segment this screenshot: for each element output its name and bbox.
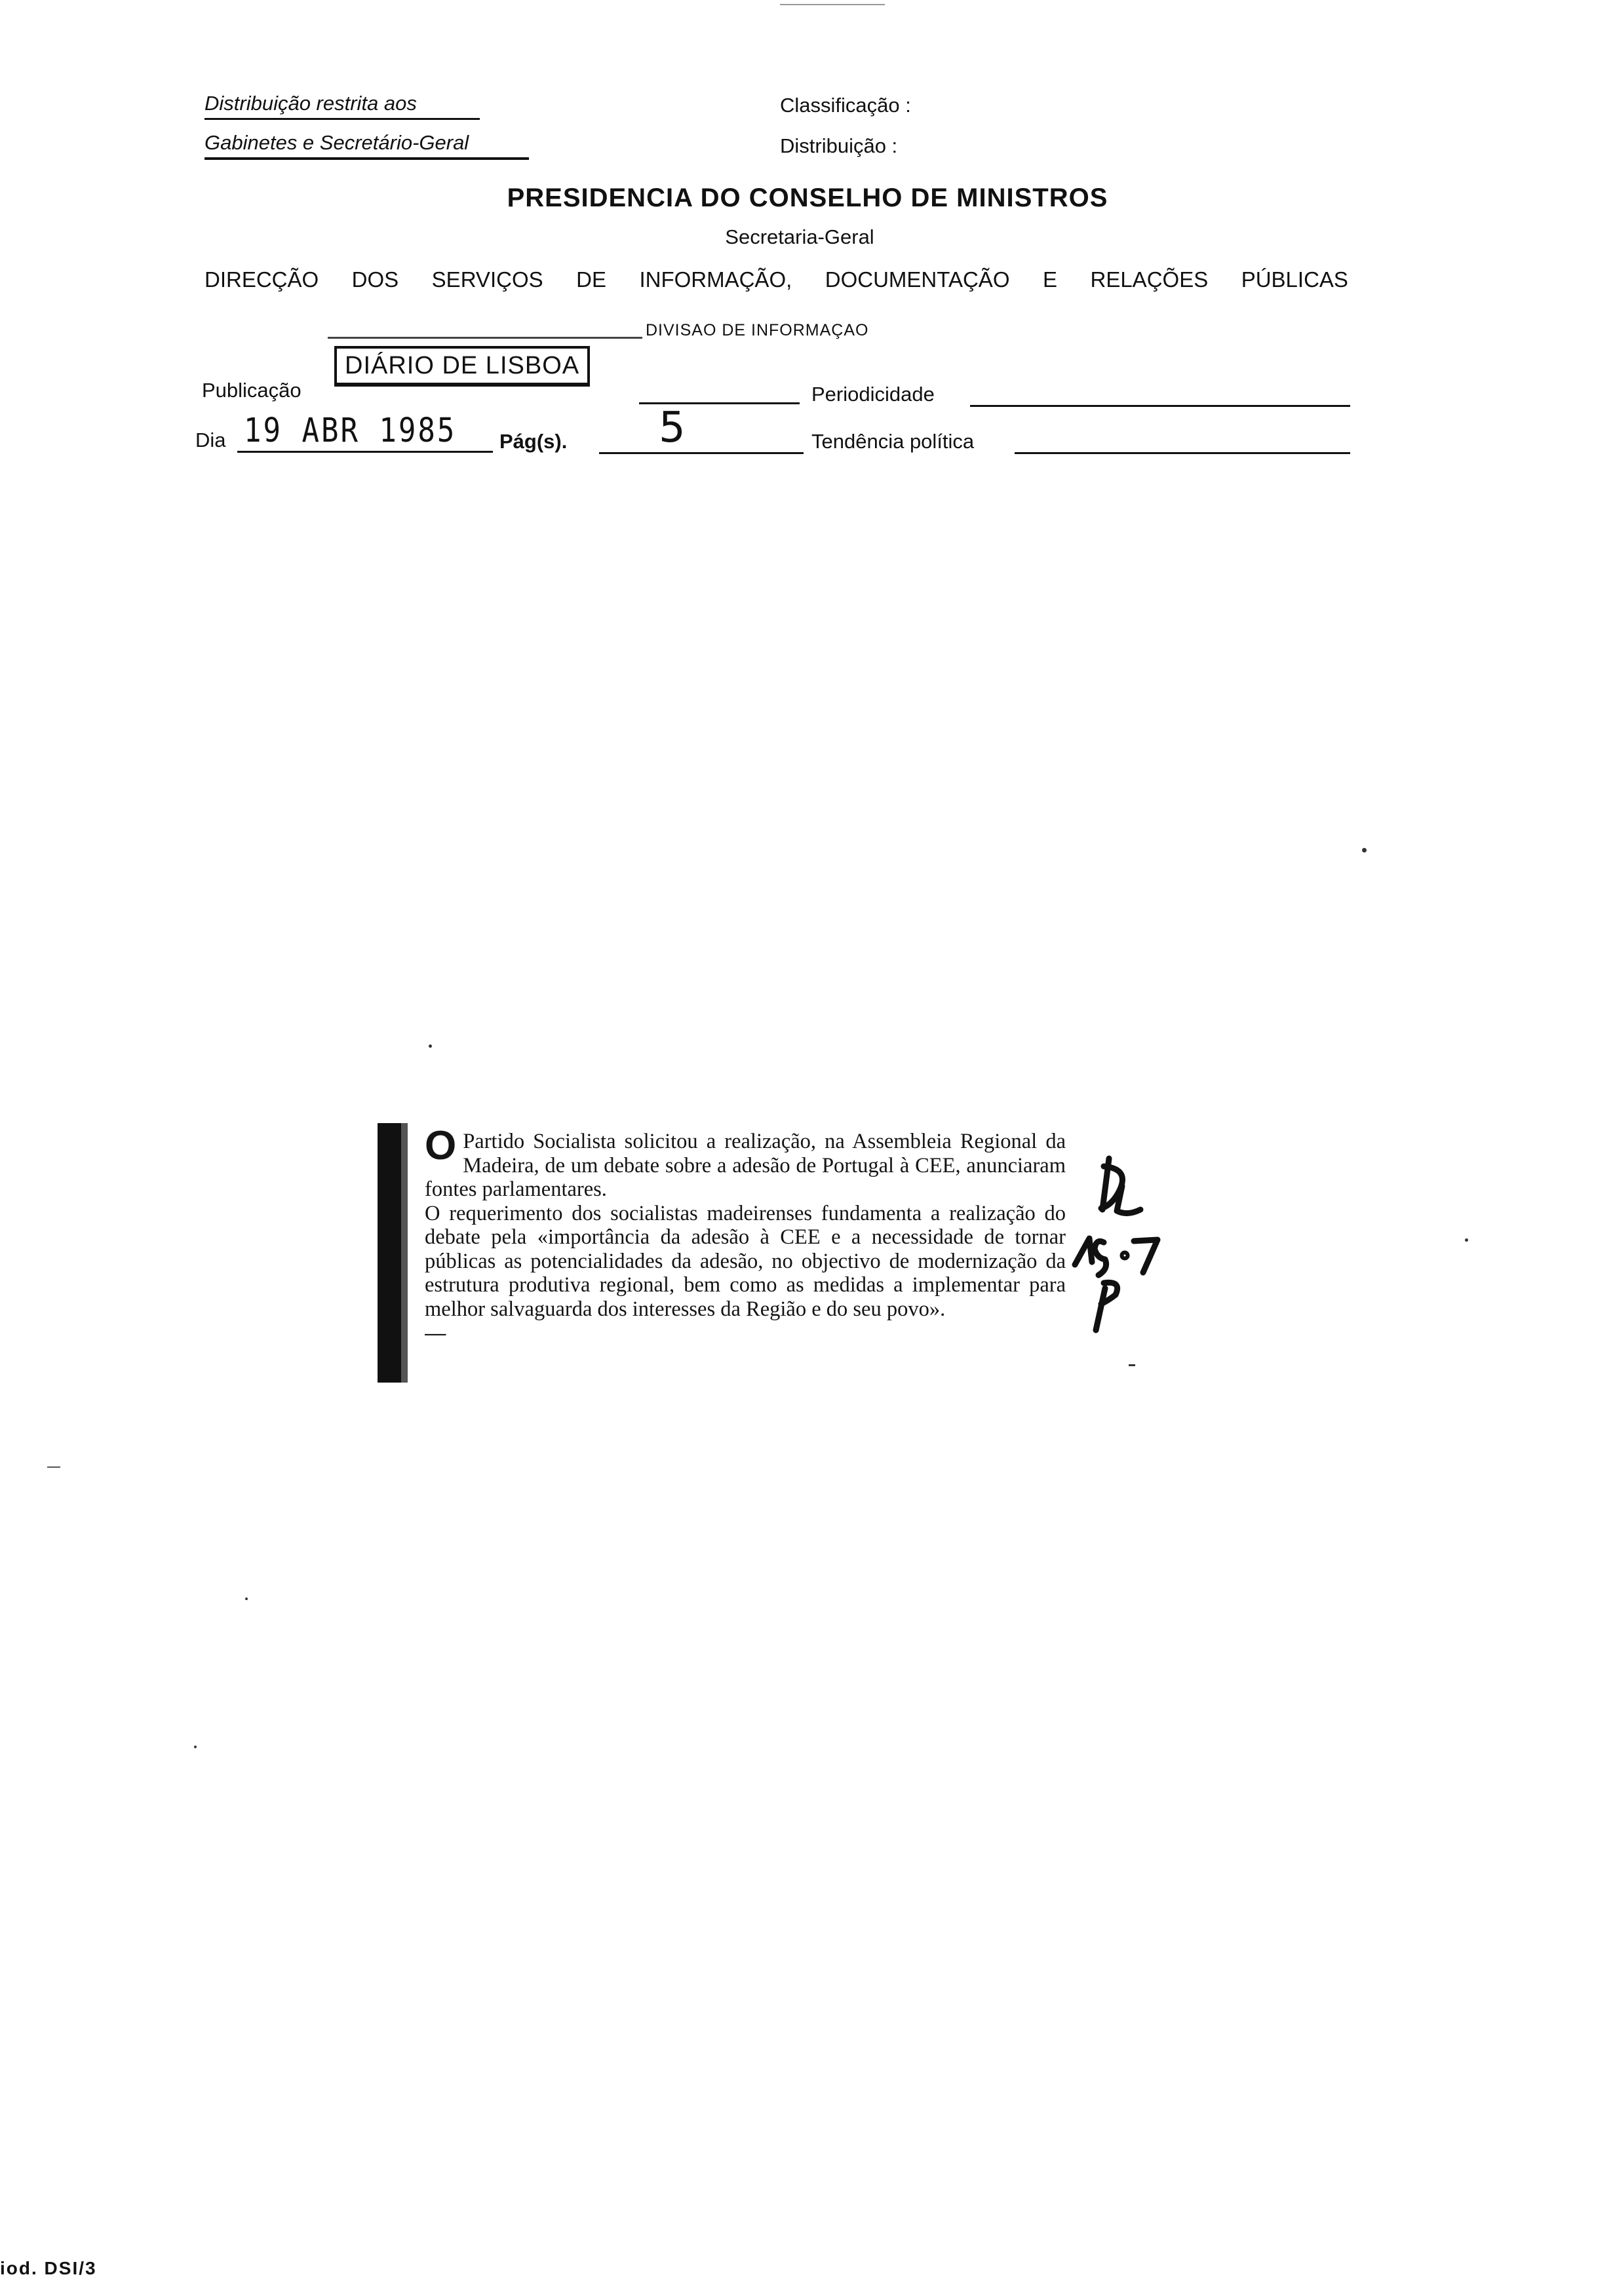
directorate-title xyxy=(204,267,1348,295)
secretariat-subtitle: Secretaria-Geral xyxy=(725,225,874,248)
handwritten-annotation xyxy=(1049,1140,1199,1363)
article-clipping xyxy=(425,1123,1066,1345)
scan-speck xyxy=(1129,1364,1135,1366)
restricted-distribution-line2: Gabinetes e Secretário-Geral xyxy=(204,131,469,154)
pages-value: 5 xyxy=(659,404,686,452)
clipping-sidebar-edge xyxy=(401,1123,408,1383)
publication-stamp: DIÁRIO DE LISBOA xyxy=(334,346,590,387)
directorate-word: DE xyxy=(576,267,606,292)
scan-mark xyxy=(780,4,885,5)
date-value: 19 ABR 1985 xyxy=(244,411,457,450)
form-code: iod. DSI/3 xyxy=(0,2258,97,2278)
directorate-word: DIRECÇÃO xyxy=(204,267,319,292)
drop-cap: O xyxy=(425,1123,457,1168)
division-title: DIVISAO DE INFORMAÇAO xyxy=(646,321,869,339)
directorate-word: INFORMAÇÃO, xyxy=(639,267,792,292)
pages-label: Pág(s). xyxy=(499,430,568,453)
article-end-mark: — xyxy=(425,1321,446,1345)
scan-speck xyxy=(429,1044,432,1048)
article-paragraph-2: O requerimento dos socialistas madeirenses fundamenta a realização do debate pela «importância da adesão à CEE e a necessidade de tornar públicas as potencialidades da adesão, no objectivo de modernização da estrutura produtiva regional, bem como as medidas a implementar para melhor salvaguarda dos interesses da Região e do seu povo». xyxy=(425,1201,1066,1321)
directorate-word: PÚBLICAS xyxy=(1241,267,1348,292)
directorate-word: SERVIÇOS xyxy=(431,267,543,292)
classification-label: Classificação : xyxy=(780,94,911,117)
directorate-word: DOS xyxy=(351,267,399,292)
restricted-distribution-line1: Distribuição restrita aos xyxy=(204,92,417,115)
scan-speck xyxy=(1362,848,1367,852)
political-tendency-underline xyxy=(1015,452,1350,454)
article-paragraph-1: Partido Socialista solicitou a realização, na Assembleia Regional da Madeira, de um debate sobre a adesão de Portugal à CEE, anunciaram fontes parlamentares. xyxy=(425,1130,1066,1201)
clipping-sidebar-bar xyxy=(378,1123,404,1383)
date-label: Dia xyxy=(195,429,226,451)
periodicity-underline xyxy=(970,405,1350,407)
political-tendency-label: Tendência política xyxy=(811,430,975,453)
publication-label: Publicação xyxy=(202,379,302,402)
distribution-label: Distribuição : xyxy=(780,134,898,157)
stamp-edge xyxy=(328,337,642,339)
pages-underline xyxy=(599,452,804,454)
directorate-word: RELAÇÕES xyxy=(1090,267,1209,292)
presidency-title: PRESIDENCIA DO CONSELHO DE MINISTROS xyxy=(507,183,1108,212)
underline xyxy=(204,157,529,160)
directorate-word: E xyxy=(1042,267,1057,292)
directorate-word: DOCUMENTAÇÃO xyxy=(825,267,1010,292)
scan-speck xyxy=(194,1746,197,1748)
date-underline xyxy=(237,451,493,453)
periodicity-label: Periodicidade xyxy=(811,383,935,406)
article-paragraph xyxy=(425,1123,1066,1202)
underline xyxy=(204,118,480,120)
scan-speck xyxy=(47,1466,60,1468)
scan-speck xyxy=(1465,1238,1468,1242)
scan-speck xyxy=(245,1598,248,1600)
